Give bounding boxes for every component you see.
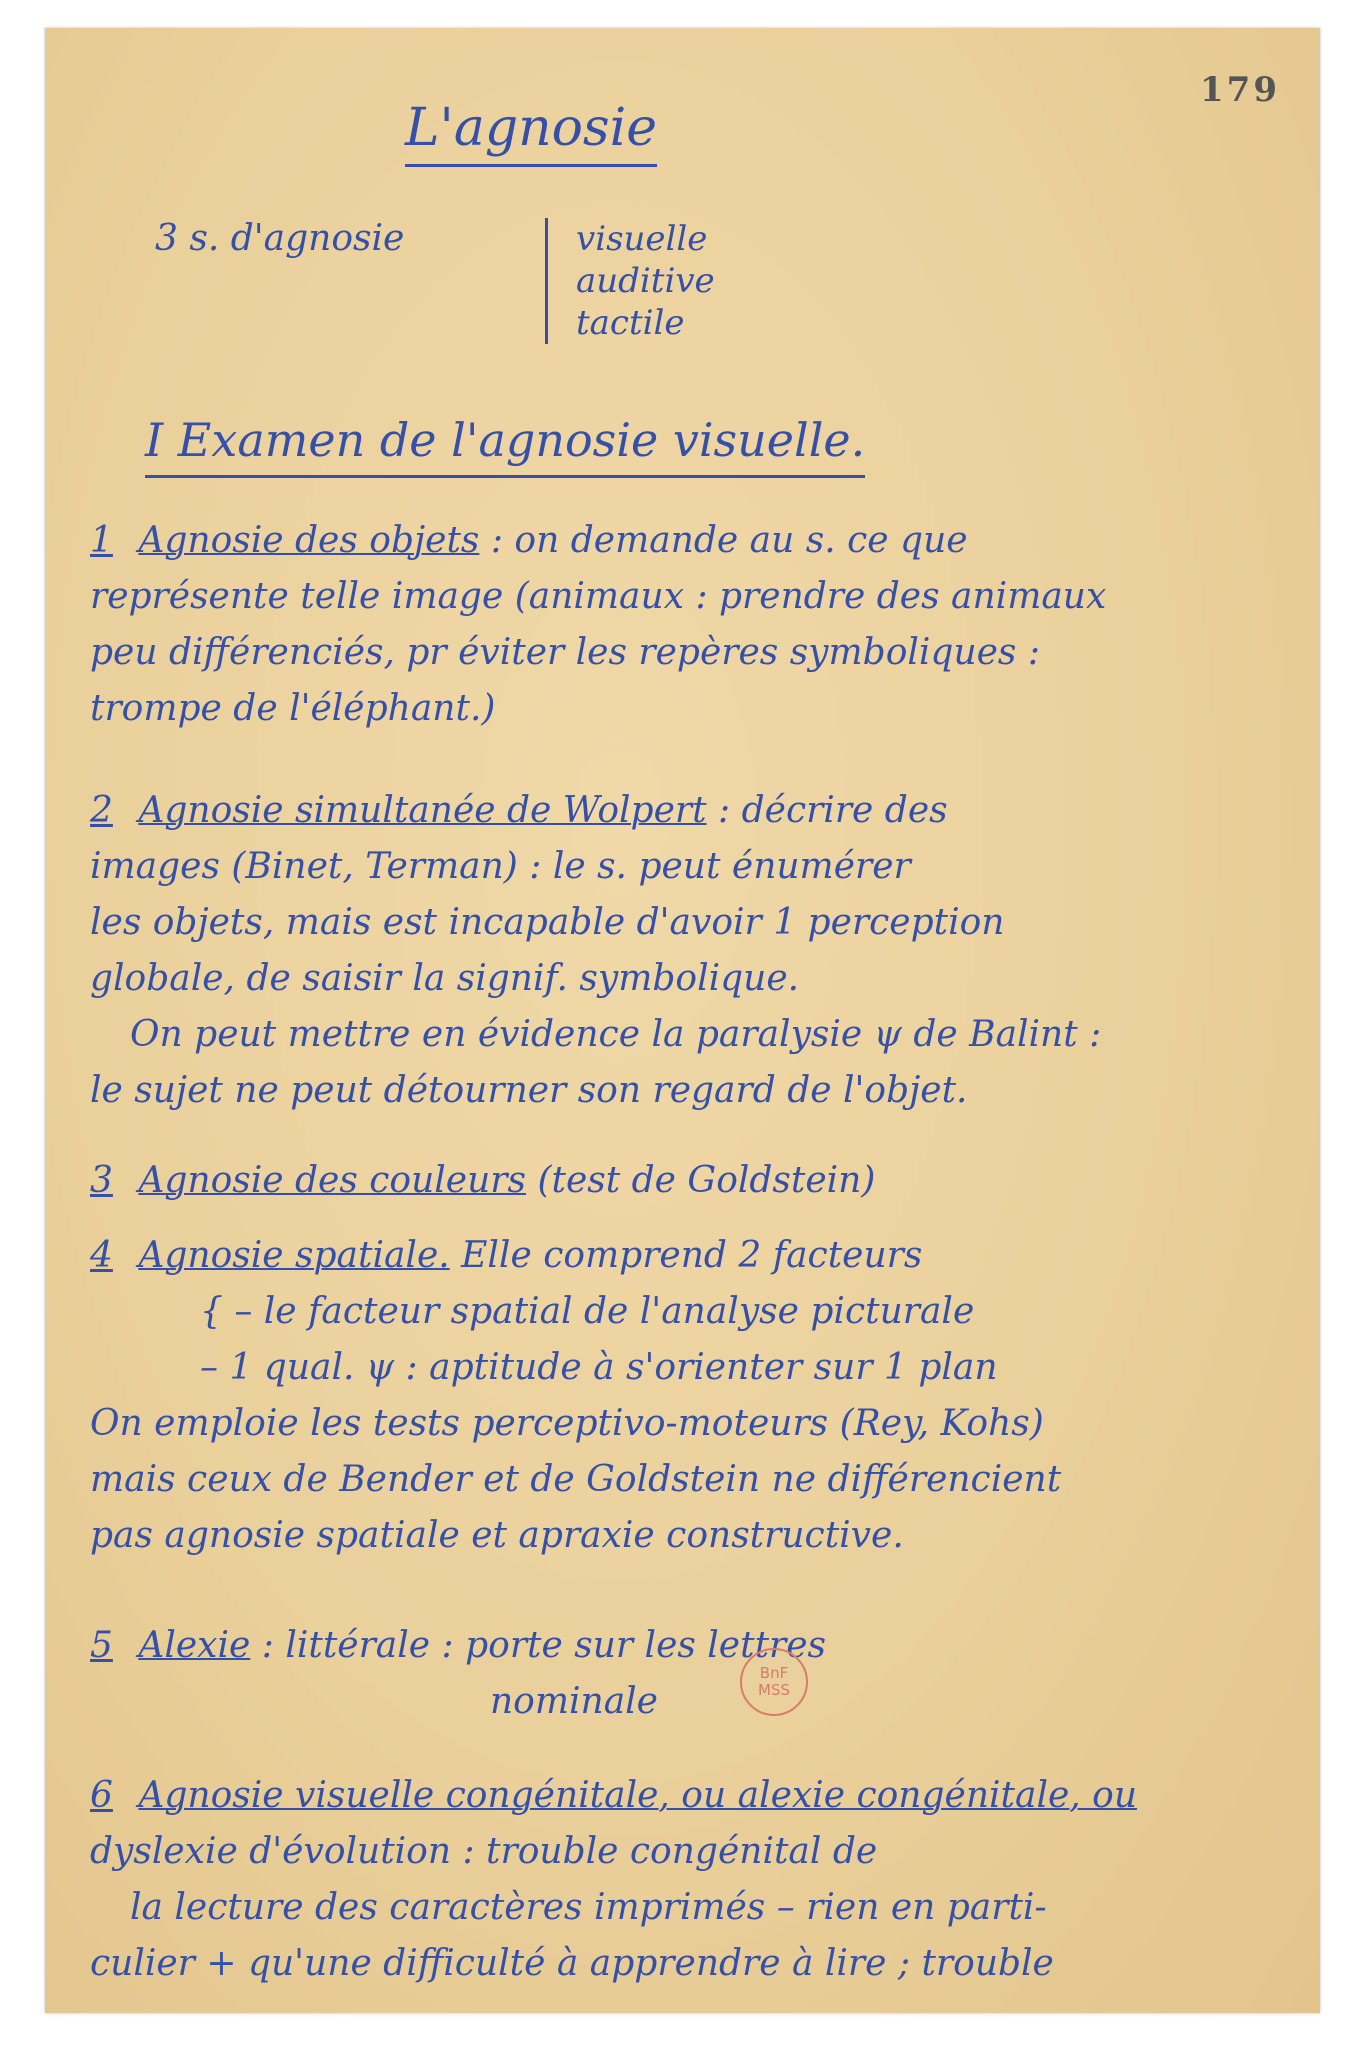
item-line: { – le facteur spatial de l'analyse picturale (200, 1291, 975, 1332)
item-line: pas agnosie spatiale et apraxie constructive. (90, 1515, 904, 1556)
agnosia-types-list (545, 218, 715, 344)
item-line: : littérale : porte sur les lettres (261, 1625, 827, 1666)
item-line: : décrire des (718, 790, 948, 831)
item-number: 2 (90, 790, 113, 831)
item-line: le sujet ne peut détourner son regard de l'objet. (90, 1070, 968, 1111)
item-line: On emploie les tests perceptivo-moteurs (Rey, Kohs) (90, 1403, 1044, 1444)
item-line: mais ceux de Bender et de Goldstein ne différencient (90, 1459, 1062, 1500)
item-number: 5 (90, 1625, 113, 1666)
item-line: représente telle image (animaux : prendre des animaux (90, 576, 1107, 617)
item-line: – 1 qual. ψ : aptitude à s'orienter sur 1 plan (200, 1347, 998, 1388)
item-heading: Agnosie des couleurs (138, 1160, 526, 1201)
item-line: images (Binet, Terman) : le s. peut énumérer (90, 846, 911, 887)
item-number: 4 (90, 1235, 113, 1276)
agnosia-type: tactile (576, 303, 685, 343)
item-heading: Agnosie des objets (138, 520, 480, 561)
section-title: I Examen de l'agnosie visuelle. (145, 413, 865, 478)
item-number: 1 (90, 520, 113, 561)
manuscript-page (45, 28, 1320, 2013)
list-item (90, 783, 1290, 1119)
item-line: globale, de saisir la signif. symbolique. (90, 958, 800, 999)
item-line: dyslexie d'évolution : trouble congénital de (90, 1831, 878, 1872)
item-heading: Agnosie spatiale. (138, 1235, 450, 1276)
intro-label: 3 s. d'agnosie (155, 218, 405, 259)
item-heading: Agnosie visuelle congénitale, ou alexie congénitale, ou (138, 1775, 1138, 1816)
item-line: nominale (490, 1681, 658, 1722)
item-line: peu différenciés, pr éviter les repères symboliques : (90, 632, 1040, 673)
item-line: la lecture des caractères imprimés – rien en parti- (130, 1887, 1047, 1928)
folio-number: 179 (1200, 70, 1280, 110)
agnosia-type: visuelle (576, 219, 708, 259)
item-number: 6 (90, 1775, 113, 1816)
item-line: culier + qu'une difficulté à apprendre à lire ; trouble (90, 1943, 1054, 1984)
item-line: les objets, mais est incapable d'avoir 1 perception (90, 902, 1005, 943)
item-line: On peut mettre en évidence la paralysie ψ de Balint : (130, 1014, 1102, 1055)
list-item (90, 1768, 1290, 1992)
page-title: L'agnosie (405, 98, 657, 167)
bnf-library-stamp: BnF MSS (740, 1648, 808, 1716)
item-line: trompe de l'éléphant.) (90, 688, 496, 729)
list-item (90, 1153, 1290, 1209)
item-number: 3 (90, 1160, 113, 1201)
item-line: : on demande au s. ce que (490, 520, 968, 561)
agnosia-type: auditive (576, 261, 715, 301)
item-heading: Alexie (138, 1625, 251, 1666)
list-item (90, 1618, 1290, 1730)
item-line: (test de Goldstein) (537, 1160, 876, 1201)
item-line: Elle comprend 2 facteurs (461, 1235, 923, 1276)
list-item (90, 1228, 1290, 1564)
list-item (90, 513, 1290, 737)
item-heading: Agnosie simultanée de Wolpert (138, 790, 707, 831)
